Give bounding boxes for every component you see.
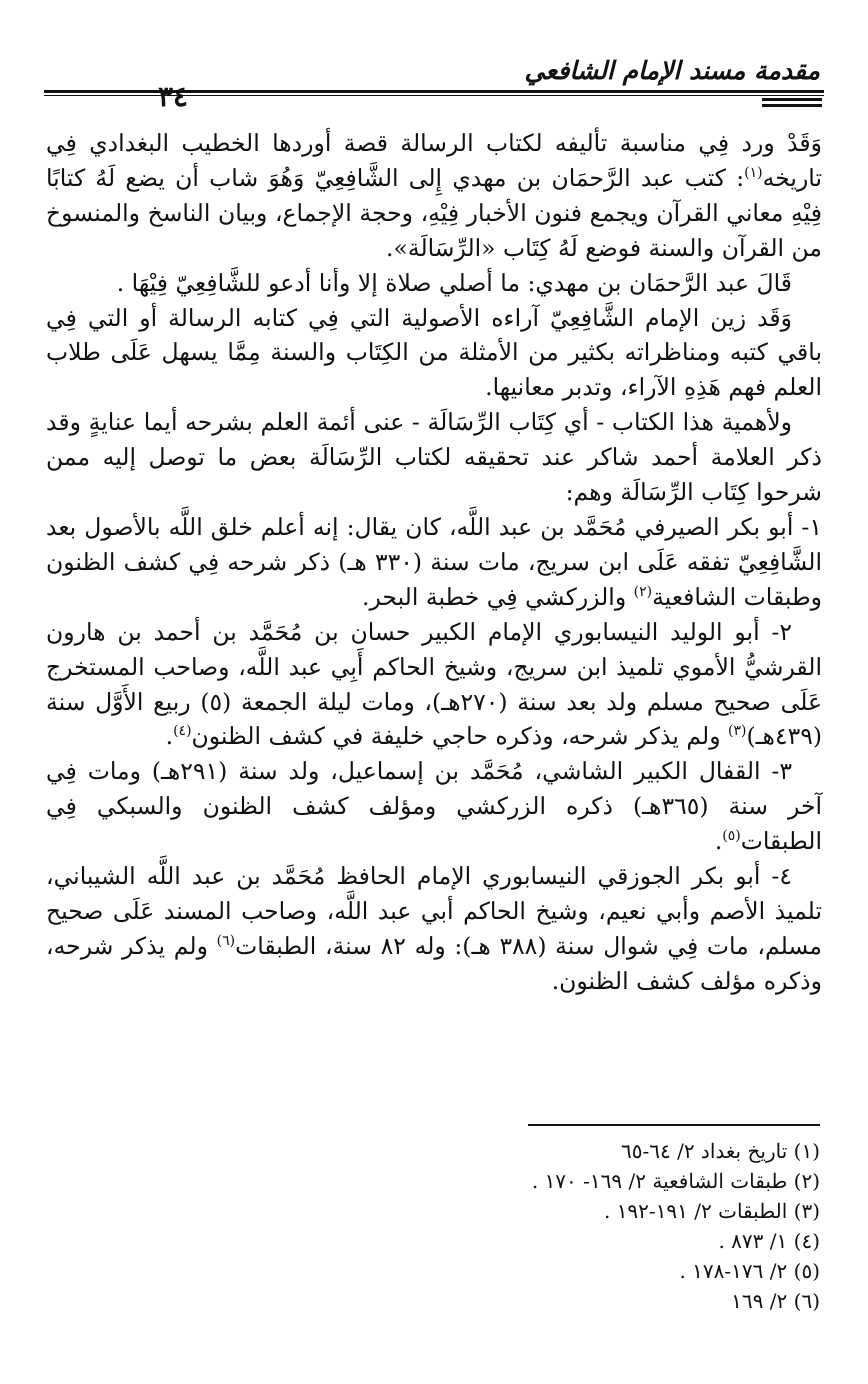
list-item-1	[46, 510, 822, 615]
list-item-2	[46, 615, 822, 755]
paragraph-text-tail: والزركشي فِي خطبة البحر.	[361, 582, 634, 611]
paragraph-text: ٤- أبو بكر الجوزقي النيسابوري الإمام الحافظ مُحَمَّد بن عبد اللَّه الشيباني، تلميذ الأصم وأبي نعيم، وشيخ الحاكم أبي عبد اللَّه، وصاحب المسند عَلَى صحيح مسلم، مات فِي شوال سنة (٣٨٨ هـ): وله ٨٢ سنة، الطبقات	[46, 862, 822, 960]
paragraph-text: ٣- القفال الكبير الشاشي، مُحَمَّد بن إسماعيل، ولد سنة (٢٩١هـ) ومات فِي آخر سنة (٣٦٥هـ) ذكره الزركشي ومؤلف كشف الظنون والسبكي فِي الطبقات	[46, 757, 822, 856]
footnote-6: (٦) ٢/ ١٦٩	[731, 1289, 820, 1313]
page-number-rule-1	[762, 98, 822, 101]
paragraph-text-tail: ولم يذكر شرحه، وذكره حاجي خليفة في كشف الظنون	[191, 722, 729, 751]
footnote-ref-5: (٥)	[722, 828, 741, 845]
footnote-1: (١) تاريخ بغداد ٢/ ٦٤-٦٥	[620, 1139, 820, 1163]
body-text	[46, 126, 822, 999]
page-number-rule-2	[762, 104, 822, 107]
paragraph-4	[46, 405, 822, 510]
footnote-4: (٤) ١/ ٨٧٣ .	[718, 1229, 820, 1253]
paragraph-3	[46, 301, 822, 406]
footnote-2: (٢) طبقات الشافعية ٢/ ١٦٩- ١٧٠ .	[531, 1169, 820, 1193]
paragraph-text-tail: .	[714, 827, 723, 856]
page-number: ٣٤	[158, 80, 189, 113]
paragraph-text: ٢- أبو الوليد النيسابوري الإمام الكبير حسان بن مُحَمَّد بن أحمد بن هارون القرشيُّ الأموي تلميذ ابن سريج، وشيخ الحاكم أَبِي عبد اللَّه، وصاحب المستخرج عَلَى صحيح مسلم ولد بعد سنة (٢٧٠هـ)، ومات ليلة الجمعة (٥) ربيع الأَوَّل سنة (٤٣٩هـ)	[46, 617, 822, 751]
paragraph-1	[46, 126, 822, 266]
paragraph-text: ولأهمية هذا الكتاب - أي كِتَاب الرِّسَالَة - عنى أئمة العلم بشرحه أيما عنايةٍ وقد ذكر العلامة أحمد شاكر عند تحقيقه لكتاب الرِّسَالَة بعض ما توصل إليه ممن شرحوا كِتَاب الرِّسَالَة وهم:	[46, 408, 822, 507]
footnote-ref-1: (١)	[744, 165, 763, 182]
footnote-3: (٣) الطبقات ٢/ ١٩١-١٩٢ .	[603, 1199, 820, 1223]
list-item-4	[46, 859, 822, 999]
footnote-5: (٥) ٢/ ١٧٦-١٧٨ .	[679, 1259, 820, 1283]
list-item-3	[46, 754, 822, 859]
paragraph-text-tail: : كتب عبد الرَّحمَان بن مهدي إِلى الشَّافِعِيّ وَهُوَ شاب أن يضع لَهُ كتابًا فِيْهِ معاني القرآن ويجمع فنون الأخبار فِيْهِ، وحجة الإجماع، وبيان الناسخ والمنسوخ من القرآن والسنة فوضع لَهُ كِتَاب «الرِّسَالَة».	[46, 163, 822, 262]
footnote-ref-2: (٢)	[633, 583, 653, 600]
footnotes	[400, 1136, 820, 1316]
paragraph-text: وَقَدْ ورد فِي مناسبة تأليفه لكتاب الرسالة قصة أوردها الخطيب البغدادي فِي تاريخه	[46, 129, 822, 192]
footnote-ref-4: (٤)	[173, 723, 192, 740]
footnote-ref-6: (٦)	[216, 933, 236, 950]
footnote-separator	[528, 1124, 820, 1126]
footnote-ref-3: (٣)	[728, 723, 747, 740]
paragraph-2	[46, 266, 822, 301]
paragraph-text: وَقَد زين الإمام الشَّافِعِيّ آراءه الأصولية التي فِي كتابه الرسالة أو التي فِي باقي كتبه ومناظراته بكثير من الأمثلة من الكِتَاب والسنة مِمَّا يسهل عَلَى طلاب العلم فهم هَذِهِ الآراء، وتدبر معانيها.	[46, 303, 822, 402]
paragraph-text: ١- أبو بكر الصيرفي مُحَمَّد بن عبد اللَّه، كان يقال: إنه أعلم خلق اللَّه بالأصول بعد الشَّافِعِيّ تفقه عَلَى ابن سريج، مات سنة (٣٣٠ هـ) ذكر شرحه فِي كشف الظنون وطبقات الشافعية	[46, 512, 822, 611]
paragraph-text-tail: .	[165, 722, 174, 751]
paragraph-text: قَالَ عبد الرَّحمَان بن مهدي: ما أصلي صلاة إلا وأنا أدعو للشَّافِعِيّ فِيْهَا .	[116, 268, 792, 297]
running-header-title: مقدمة مسند الإمام الشافعي	[524, 56, 820, 85]
paragraph-text-tail: ولم يذكر شرحه، وذكره مؤلف كشف الظنون.	[46, 931, 822, 995]
